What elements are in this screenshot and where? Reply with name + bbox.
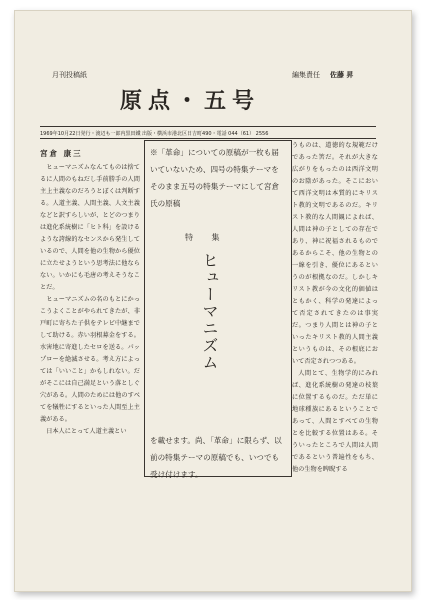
right-paragraph: 人間とて、生物学的にみれば、進化系統樹の発達の枝葉に位置するものだ。ただ単に地球種族にあるということであって、人間とすべての生物とを比較する位置はある。そういったところで人間は人間であるという普遍性をもち、他の生物を睥睨する — [292, 370, 378, 473]
journal-type: 月刊投稿紙 — [52, 71, 87, 79]
left-paragraph: ヒューマニズムなんてものは捨てるに人間のもねだし手前勝手の人間主上主義なのだろうとぼくは判断する。人道主義、人間主義、人文主義などと訳すらしいが、とどのつまりは進化系統樹に「ヒト科」を設けるような誇線的なセンスから発生しているので、人間を他の生物から優位に立たせようという思考法に他ならない。いかにも毛唐の考えそうなことだ。 — [40, 164, 140, 291]
editor-label: 編集責任 — [292, 71, 320, 79]
right-article-column — [292, 140, 378, 476]
left-paragraph: ヒューマニズムの名のもとにかっこうよくことがやられてきたが、非戸町に寄ちた子供をテレビ中継までして助ける。赤い羽根募金をする。水害地に寄進したセロを送る。パップローを絶滅させる。考え方によっては「いいこと」かもしれない。だがそこには自己満足という落としぐ穴がある。人間のためには他のすべてを犠牲にするといった人間至上主義がある。 — [40, 296, 140, 423]
feature-theme: ヒューマニズム — [200, 252, 219, 371]
left-paragraph: 日本人にとって人道主義とい — [46, 428, 127, 435]
notice-bottom-text: を載せます。尚、「革命」に限らず、以前の特集テーマの原稿でも、いつでも受け付けます。 — [150, 436, 282, 479]
publication-info: 1969年10月22日発行・渡辺も一郎内黒田鐵 出版・横浜市港北区日吉町490・電話 044（61） 2556 — [40, 131, 269, 137]
page-title: 原点・五号 — [120, 88, 261, 114]
top-rule — [40, 126, 376, 127]
author-name: 宮倉 康三 — [40, 149, 83, 158]
editor-name: 佐藤 昇 — [330, 71, 354, 79]
left-article-column — [40, 162, 140, 438]
notice-top-text: ※「革命」についての原稿が一枚も届いていないため、四号の特集テーマをそのまま五号の特集テーマにして宮倉氏の原稿 — [150, 148, 280, 208]
bottom-rule — [40, 138, 376, 139]
feature-label: 特 集 — [185, 233, 228, 242]
right-paragraph: うものは、道徳的な規範だけであった筈だ。それが大きな広がりをもったのは西洋文明のお陰があった。そこにおいて西洋文明は本質的にキリスト教的文明であるのだ。キリスト教的な人間観によれば、人間は神の子としての存在であり、神に祝福されるものであるからこそ、他の生物との一線を引き、優位にあるというのが根拠なのだ。しかしキリスト教が今の文化的価値はともかく、科学の発達によって否定されてきたのは事実だ。つまり人間とは神の子といったキリスト教的人間主義というものは、その根底において否定されつつある。 — [292, 142, 378, 365]
